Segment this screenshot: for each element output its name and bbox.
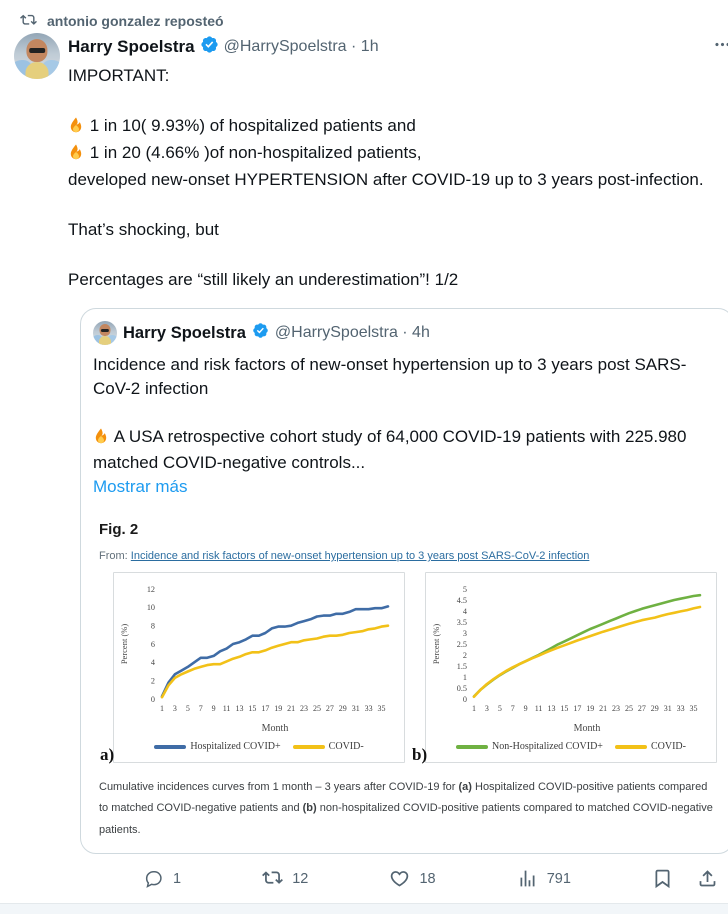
svg-text:10: 10: [146, 603, 155, 613]
legend-label: Hospitalized COVID+: [190, 741, 281, 752]
quote-body: [93, 353, 705, 475]
svg-text:29: 29: [338, 704, 347, 713]
panel-a-wrap: [100, 572, 405, 764]
quote-avatar[interactable]: [93, 321, 117, 345]
legend-label: Non-Hospitalized COVID+: [492, 741, 603, 752]
quote-header: [93, 321, 721, 345]
flame-icon: [93, 427, 109, 451]
repost-banner[interactable]: [0, 0, 728, 31]
svg-text:7: 7: [510, 704, 515, 713]
legend-item: [293, 741, 364, 752]
svg-text:9: 9: [523, 704, 528, 713]
tweet-text-line: [68, 192, 708, 217]
svg-text:27: 27: [325, 704, 334, 713]
tweet-text-line: Percentages are “still likely an underestimation”! 1/2: [68, 270, 459, 289]
svg-text:5: 5: [462, 584, 467, 594]
figure-source-link[interactable]: Incidence and risk factors of new-onset hypertension up to 3 years post SARS-CoV-2 infection: [130, 550, 590, 562]
author-name[interactable]: Harry Spoelstra: [68, 37, 195, 56]
svg-text:3: 3: [484, 704, 489, 713]
analytics-bars-icon: [517, 868, 538, 889]
svg-text:2.5: 2.5: [456, 639, 467, 649]
tweet-text-line: That’s shocking, but: [68, 220, 219, 239]
reply-button[interactable]: [144, 869, 181, 889]
svg-text:19: 19: [274, 704, 283, 713]
tweet-text-line: 1 in 20 (4.66% )of non-hospitalized patients,: [68, 140, 708, 167]
repost-label: antonio gonzalez reposteó: [47, 12, 224, 29]
tweet-text-line: 1 in 10( 9.93%) of hospitalized patients and: [68, 113, 708, 140]
svg-text:17: 17: [261, 704, 270, 713]
tweet-text-line: developed new-onset HYPERTENSION after COVID-19 up to 3 years post-infection.: [68, 170, 704, 189]
svg-text:1: 1: [160, 704, 164, 713]
legend-swatch: [615, 745, 647, 749]
tweet-action-bar: [144, 864, 718, 901]
panel-b-label: b): [412, 745, 428, 764]
svg-text:33: 33: [676, 704, 685, 713]
svg-text:4.5: 4.5: [456, 595, 467, 605]
svg-text:5: 5: [185, 704, 190, 713]
flame-icon: [68, 115, 84, 140]
more-options-icon[interactable]: [711, 33, 728, 61]
svg-text:17: 17: [573, 704, 582, 713]
card-bump-decoration: [597, 849, 687, 862]
tweet-content: [68, 33, 728, 901]
svg-text:35: 35: [377, 704, 386, 713]
svg-text:0: 0: [462, 694, 467, 704]
verified-badge-icon: [200, 35, 219, 59]
svg-text:Percent (%): Percent (%): [119, 623, 129, 665]
svg-text:13: 13: [547, 704, 556, 713]
tweet-text-line: IMPORTANT:: [68, 66, 170, 85]
svg-text:0.5: 0.5: [456, 683, 467, 693]
tweet-body: [68, 63, 708, 292]
figure-from-label: From:: [99, 550, 128, 562]
retweet-count: 12: [292, 870, 309, 887]
tweet-text-line: [93, 401, 705, 425]
panel-a: [113, 572, 405, 763]
svg-text:27: 27: [637, 704, 646, 713]
tweet-text-line: A USA retrospective cohort study of 64,000 COVID-19 patients with 225.980 matched COVID-negative controls...: [93, 427, 687, 472]
svg-text:3: 3: [462, 628, 467, 638]
svg-text:3: 3: [172, 704, 177, 713]
avatar[interactable]: [14, 33, 60, 79]
like-count: 18: [419, 870, 436, 887]
svg-text:15: 15: [248, 704, 257, 713]
tweet-text-line: [68, 242, 708, 267]
retweet-button[interactable]: [262, 868, 308, 889]
svg-text:1.5: 1.5: [456, 661, 467, 671]
tweet-text-line: Incidence and risk factors of new-onset hypertension up to 3 years post SARS-CoV-2 infection: [93, 355, 687, 398]
svg-text:23: 23: [300, 704, 309, 713]
next-tweet-divider: [0, 903, 728, 914]
views-button[interactable]: [517, 868, 571, 889]
quote-verified-badge-icon: [252, 322, 269, 344]
heart-icon: [389, 868, 410, 889]
svg-text:Month: Month: [261, 723, 289, 734]
views-count: 791: [546, 870, 571, 887]
svg-text:Month: Month: [573, 723, 601, 734]
legend-item: [615, 741, 686, 752]
svg-text:33: 33: [364, 704, 373, 713]
chart-b-legend: [428, 739, 714, 758]
legend-label: COVID-: [328, 741, 364, 752]
like-button[interactable]: [389, 868, 435, 889]
chart-a-svg: [116, 581, 402, 739]
legend-item: [154, 741, 280, 752]
repost-icon: [20, 12, 37, 29]
share-button[interactable]: [697, 868, 718, 889]
svg-text:11: 11: [534, 704, 543, 713]
svg-text:4: 4: [462, 606, 467, 616]
quote-author-name[interactable]: Harry Spoelstra: [123, 323, 246, 342]
svg-text:35: 35: [689, 704, 698, 713]
svg-text:0: 0: [150, 694, 155, 704]
svg-text:21: 21: [599, 704, 608, 713]
svg-text:7: 7: [198, 704, 203, 713]
retweet-icon: [262, 868, 283, 889]
panel-a-label: a): [100, 745, 115, 764]
svg-text:19: 19: [586, 704, 595, 713]
svg-text:29: 29: [650, 704, 659, 713]
svg-text:15: 15: [560, 704, 569, 713]
tweet: [0, 31, 728, 901]
svg-text:21: 21: [287, 704, 296, 713]
author-handle-time[interactable]: @HarrySpoelstra · 1h: [223, 38, 379, 55]
svg-text:2: 2: [150, 676, 155, 686]
legend-swatch: [293, 745, 325, 749]
svg-text:5: 5: [497, 704, 502, 713]
bookmark-button[interactable]: [652, 868, 673, 889]
svg-text:3.5: 3.5: [456, 617, 467, 627]
figure-caption: Cumulative incidences curves from 1 month – 3 years after COVID-19 for (a) Hospitalized COVID-positive patients compared to matched COVID-negative patients and (b) non-hospitalized COVID-positive patients compared to matched COVID-negative patients.: [99, 781, 713, 836]
panel-b: [425, 572, 717, 763]
svg-text:4: 4: [150, 658, 155, 668]
svg-text:1: 1: [472, 704, 476, 713]
svg-text:2: 2: [462, 650, 467, 660]
svg-text:23: 23: [612, 704, 621, 713]
figure-title: Fig. 2: [99, 521, 139, 538]
quote-author-handle-time: @HarrySpoelstra · 4h: [274, 324, 430, 341]
figure-2: [93, 515, 721, 843]
svg-text:Percent (%): Percent (%): [431, 623, 441, 665]
quoted-tweet-card[interactable]: [80, 308, 728, 854]
bookmark-icon: [652, 868, 673, 889]
show-more-link[interactable]: Mostrar más: [93, 477, 188, 496]
svg-text:9: 9: [211, 704, 216, 713]
reply-icon: [144, 869, 164, 889]
chart-a-legend: [116, 739, 402, 758]
svg-text:11: 11: [222, 704, 231, 713]
chart-panels: [99, 572, 717, 763]
svg-text:1: 1: [462, 672, 467, 682]
svg-text:13: 13: [235, 704, 244, 713]
svg-text:12: 12: [146, 584, 155, 594]
svg-text:8: 8: [150, 621, 155, 631]
legend-swatch: [154, 745, 186, 749]
reply-count: 1: [173, 870, 182, 887]
svg-text:6: 6: [150, 639, 155, 649]
tweet-header: [68, 33, 728, 61]
flame-icon: [68, 142, 84, 167]
legend-label: COVID-: [650, 741, 686, 752]
panel-b-wrap: [412, 572, 717, 764]
svg-text:25: 25: [312, 704, 321, 713]
svg-text:25: 25: [624, 704, 633, 713]
legend-swatch: [456, 745, 488, 749]
legend-item: [456, 741, 603, 752]
figure-source-line: [99, 550, 717, 562]
tweet-text-line: [68, 88, 708, 113]
share-icon: [697, 868, 718, 889]
chart-b-svg: [428, 581, 714, 739]
svg-text:31: 31: [663, 704, 672, 713]
svg-text:31: 31: [351, 704, 360, 713]
